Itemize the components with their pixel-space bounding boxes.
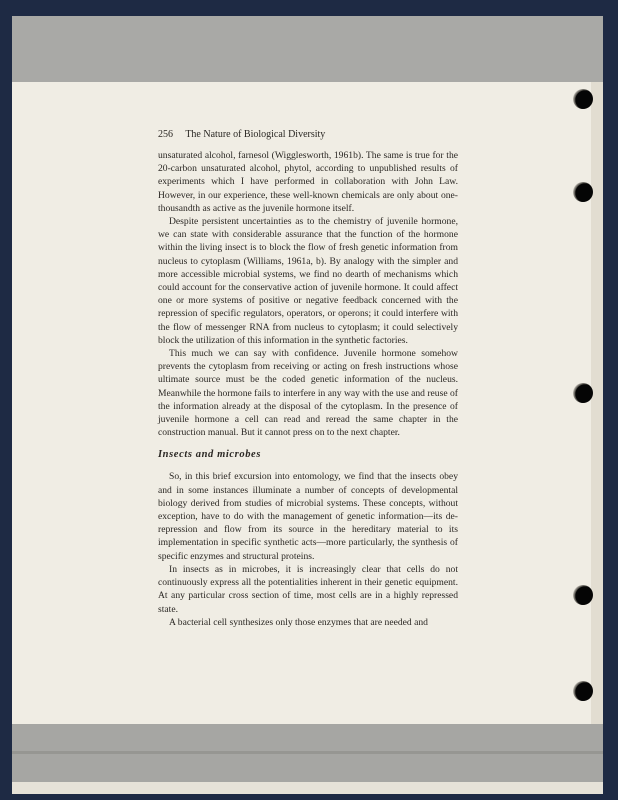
page-number: 256	[158, 129, 173, 140]
paragraph: A bacterial cell synthesizes only those enzymes that are needed and	[169, 616, 428, 628]
binder-hole-icon	[573, 383, 593, 403]
running-title: The Nature of Biological Diversity	[185, 129, 326, 140]
binder-hole-icon	[573, 182, 593, 202]
paragraph: unsaturated alcohol, farnesol (Wigglesworth, 1961b). The same is true for the 20-carbon unsaturated alcohol, phytol, according to unpublished results of experiments which I have performed in collaboration with John Law. However, in our experience, these well-known chemicals are only about one-thousandth as active as the juvenile hormone itself.	[158, 150, 458, 214]
paragraph: This much we can say with confidence. Juvenile hormone somehow prevents the cytoplasm from receiving or acting on fresh instructions whose ultimate source must be the coded genetic information of the nucleus. Meanwhile the hormone fails to interfere in any way with the use and reuse of the information already at the disposal of the cytoplasm. In the presence of juvenile hormone a cell can read and reread the same chapter in the construction manual. But it cannot press on to the next chapter.	[158, 348, 458, 439]
binder-hole-icon	[573, 585, 593, 605]
running-header	[158, 128, 458, 141]
scan-bottom-strip	[12, 782, 603, 794]
binder-hole-icon	[573, 89, 593, 109]
page-edge	[591, 82, 603, 724]
divider	[12, 751, 603, 754]
paragraph: In insects as in microbes, it is increasingly clear that cells do not continuously express all the potentialities inherent in their genetic equipment. At any particular cross section of time, most cells are in a highly repressed state.	[158, 563, 458, 615]
paragraph: So, in this brief excursion into entomology, we find that the insects obey and in some instances illuminate a number of concepts of developmental biology derived from studies of microbial systems. These concepts, without exception, have to do with the management of genetic information—its de-repression and flow from its source in the hereditary material to its implementation in specific synthetic acts—more particularly, the synthesis of specific enzymes and structural proteins.	[158, 471, 458, 562]
section-heading: Insects and microbes	[158, 449, 262, 461]
scan-top-band	[12, 16, 603, 82]
page-text	[158, 128, 458, 629]
binder-hole-icon	[573, 681, 593, 701]
paragraph: Despite persistent uncertainties as to the chemistry of juvenile hormone, we can state with considerable assurance that the function of the hormone within the living insect is to block the flow of fresh genetic information from nucleus to cytoplasm (Williams, 1961a, b). By analogy with the simpler and more accessible microbial systems, we find no dearth of mechanisms which could account for the conservative action of juvenile hormone. It could affect one or more systems of positive or negative feedback concerned with the repression of specific regulators, operators, or operons; it could interfere with the flow of messenger RNA from nucleus to cytoplasm; it could selectively block the utilization of this information in the synthetic factories.	[158, 216, 458, 346]
